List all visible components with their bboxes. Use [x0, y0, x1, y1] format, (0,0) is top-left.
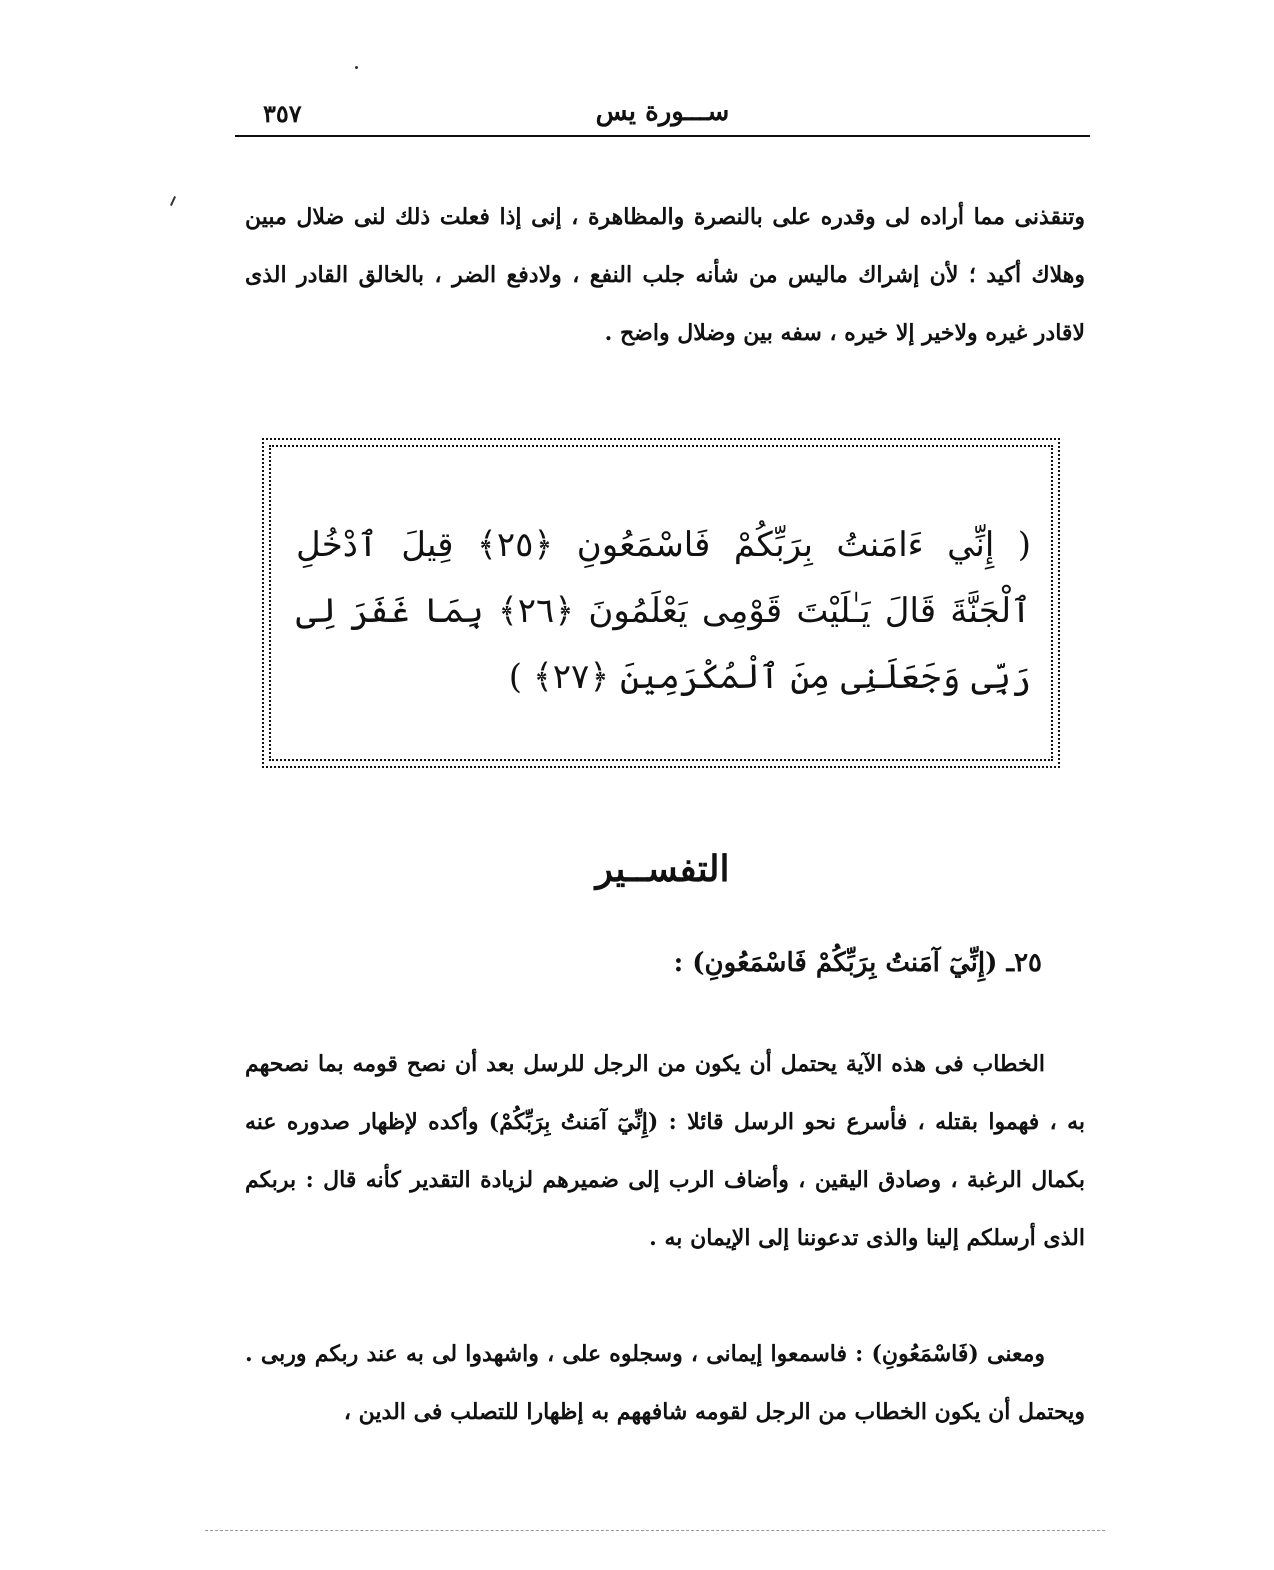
page-number: ٣٥٧ — [263, 99, 302, 128]
quran-verse-text — [296, 512, 1031, 710]
scan-speck — [170, 196, 176, 206]
paragraph-text: ومعنى (فَاسْمَعُونِ) : فاسمعوا إيمانى ، وسجلوه على ، واشهدوا لى به عند ربكم وربى . ويحتمل أن يكون الخطاب من الرجل لقومه شافههم به إظهارا للتصلب فى الدين ، — [245, 1341, 1085, 1425]
running-title: ســـورة يس — [595, 97, 730, 127]
paragraph-commentary-2 — [245, 1325, 1085, 1441]
paragraph-intro — [245, 188, 1085, 362]
section-title: التفســير — [595, 848, 730, 890]
verse-reference-heading: ٢٥ـ (إِنِّيٓ آمَنتُ بِرَبِّكُمْ فَاسْمَعُونِ) : — [673, 948, 1042, 978]
paragraph-text: الخطاب فى هذه الآية يحتمل أن يكون من الرجل للرسل بعد أن نصح قومه بما نصحهم به ، فهموا بقتله ، فأسرع نحو الرسل قائلا : (إِنِّيٓ آمَنتُ بِرَبِّكُمْ) وأكده لإظهار صدوره عنه بكمال الرغبة ، وصادق اليقين ، وأضاف الرب إلى ضميرهم لزيادة التقدير كأنه قال : بربكم الذى أرسلكم إلينا والذى تدعوننا إلى الإيمان به . — [245, 1051, 1085, 1251]
quran-verse-box — [262, 438, 1060, 768]
verse-text: ( إِنِّي ءَامَنتُ بِرَبِّكُمْ فَاسْمَعُونِ ﴿٢٥﴾ قِيلَ ٱدْخُلِ ٱلْجَنَّةَ قَالَ يَـٰلَيْتَ قَوْمِى يَعْلَمُونَ ﴿٢٦﴾ بِمَا غَفَرَ لِى رَبِّى وَجَعَلَنِى مِنَ ٱلْمُكْرَمِينَ ﴿٢٧﴾ ) — [296, 525, 1031, 697]
scan-speck — [355, 66, 358, 69]
paragraph-commentary-1 — [245, 1035, 1085, 1267]
page-header — [235, 95, 1090, 137]
paragraph-text: وتنقذنى مما أراده لى وقدره على بالنصرة والمظاهرة ، إنى إذا فعلت ذلك لنى ضلال مبين وهلاك أكيد ؛ لأن إشراك ماليس من شأنه جلب النفع ، ولادفع الضر ، بالخالق القادر الذى لاقادر غيره ولاخير إلا خيره ، سفه بين وضلال واضح . — [245, 204, 1085, 346]
scan-bottom-line — [205, 1530, 1105, 1531]
